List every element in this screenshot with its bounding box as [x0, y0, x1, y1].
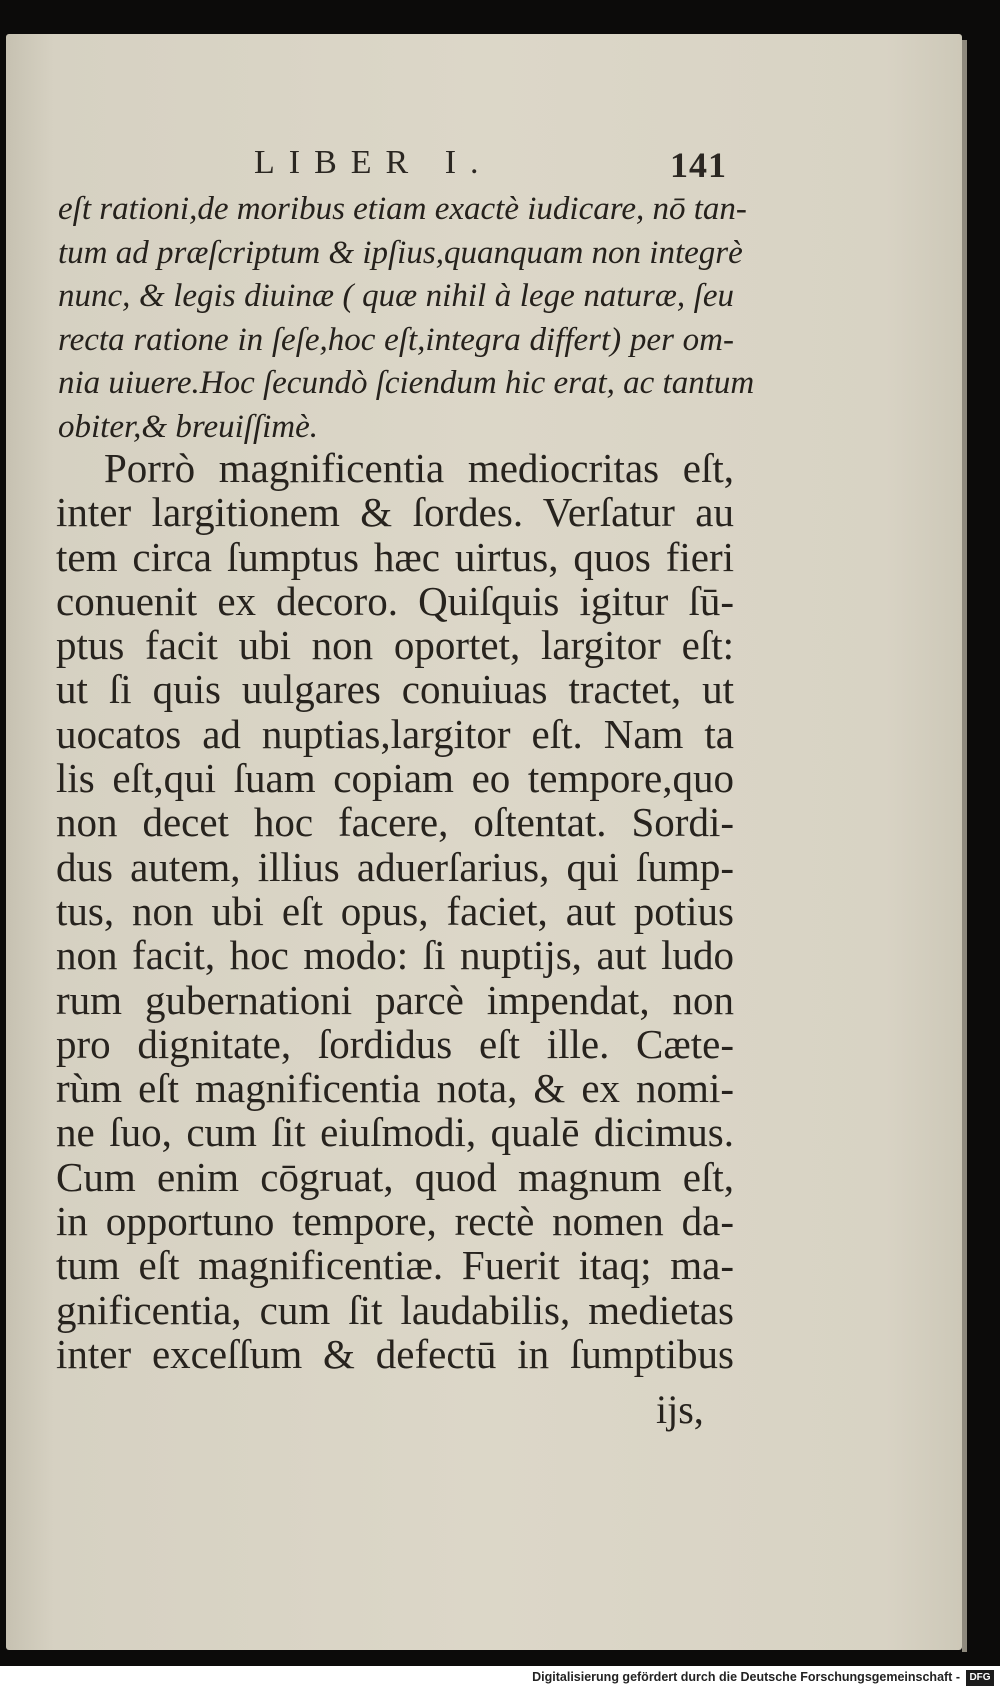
footer-bar — [0, 1666, 1000, 1696]
text-line: ne ſuo, cum ſit eiuſmodi, qualē dicimus. — [56, 1109, 734, 1156]
text-line: non decet hoc facere, oſtentat. Sordi- — [56, 799, 734, 846]
book-page — [6, 34, 962, 1650]
text-line: nunc, & legis diuinæ ( quæ nihil à lege naturæ, ſeu — [58, 278, 734, 315]
text-line: nia uiuere.Hoc ſecundò ſciendum hic erat, ac tantum — [58, 365, 755, 402]
text-line: in opportuno tempore, rectè nomen da- — [56, 1198, 734, 1245]
page-number: 141 — [670, 145, 727, 185]
text-line: ut ſi quis uulgares conuiuas tractet, ut — [56, 666, 734, 713]
text-line: tem circa ſumptus hæc uirtus, quos fieri — [56, 533, 734, 580]
catchword: ijs, — [656, 1387, 704, 1432]
text-line: tum eſt magnificentiæ. Fuerit itaq; ma- — [56, 1242, 734, 1289]
text-line: non facit, hoc modo: ſi nuptijs, aut ludo — [56, 932, 734, 979]
text-line: lis eſt,qui ſuam copiam eo tempore,quo — [56, 755, 734, 802]
text-line: rum gubernationi parcè impendat, non — [56, 976, 734, 1023]
running-header — [6, 144, 962, 190]
text-line: uocatos ad nuptias,largitor eſt. Nam ta — [56, 710, 734, 757]
text-line: tus, non ubi eſt opus, faciet, aut potius — [56, 887, 734, 934]
text-line: inter exceſſum & defectū in ſumptibus — [56, 1330, 734, 1377]
text-line: pro dignitate, ſordidus eſt ille. Cæte- — [56, 1020, 734, 1067]
text-line: gnificentia, cum ſit laudabilis, medietas — [56, 1286, 734, 1333]
main-paragraph — [56, 446, 734, 1376]
text-line: eſt rationi,de moribus etiam exactè iudicare, nō tan- — [58, 191, 747, 227]
text-line: Porrò magnificentia mediocritas eſt, — [104, 445, 734, 491]
text-line: rùm eſt magnificentia nota, & ex nomi- — [56, 1065, 734, 1112]
page-edge — [962, 40, 967, 1652]
dfg-logo: DFG — [966, 1670, 994, 1686]
running-title: LIBER I. — [254, 144, 493, 181]
funding-credit: Digitalisierung gefördert durch die Deutsche Forschungsgemeinschaft - — [532, 1670, 960, 1684]
text-line: inter largitionem & ſordes. Verſatur au — [56, 489, 734, 536]
text-line: dus autem, illius aduerſarius, qui ſump- — [56, 843, 734, 890]
text-line: obiter,& breuiſſimè. — [58, 408, 319, 445]
text-line: recta ratione in ſeſe,hoc eſt,integra differt) per om- — [58, 321, 734, 358]
text-line: ptus facit ubi non oportet, largitor eſt: — [56, 622, 734, 669]
italic-paragraph — [58, 188, 755, 450]
text-line: conuenit ex decoro. Quiſquis igitur ſū- — [56, 577, 734, 624]
text-line: Cum enim cōgruat, quod magnum eſt, — [56, 1153, 734, 1200]
text-line: tum ad præſcriptum & ipſius,quanquam non integrè — [58, 234, 743, 271]
